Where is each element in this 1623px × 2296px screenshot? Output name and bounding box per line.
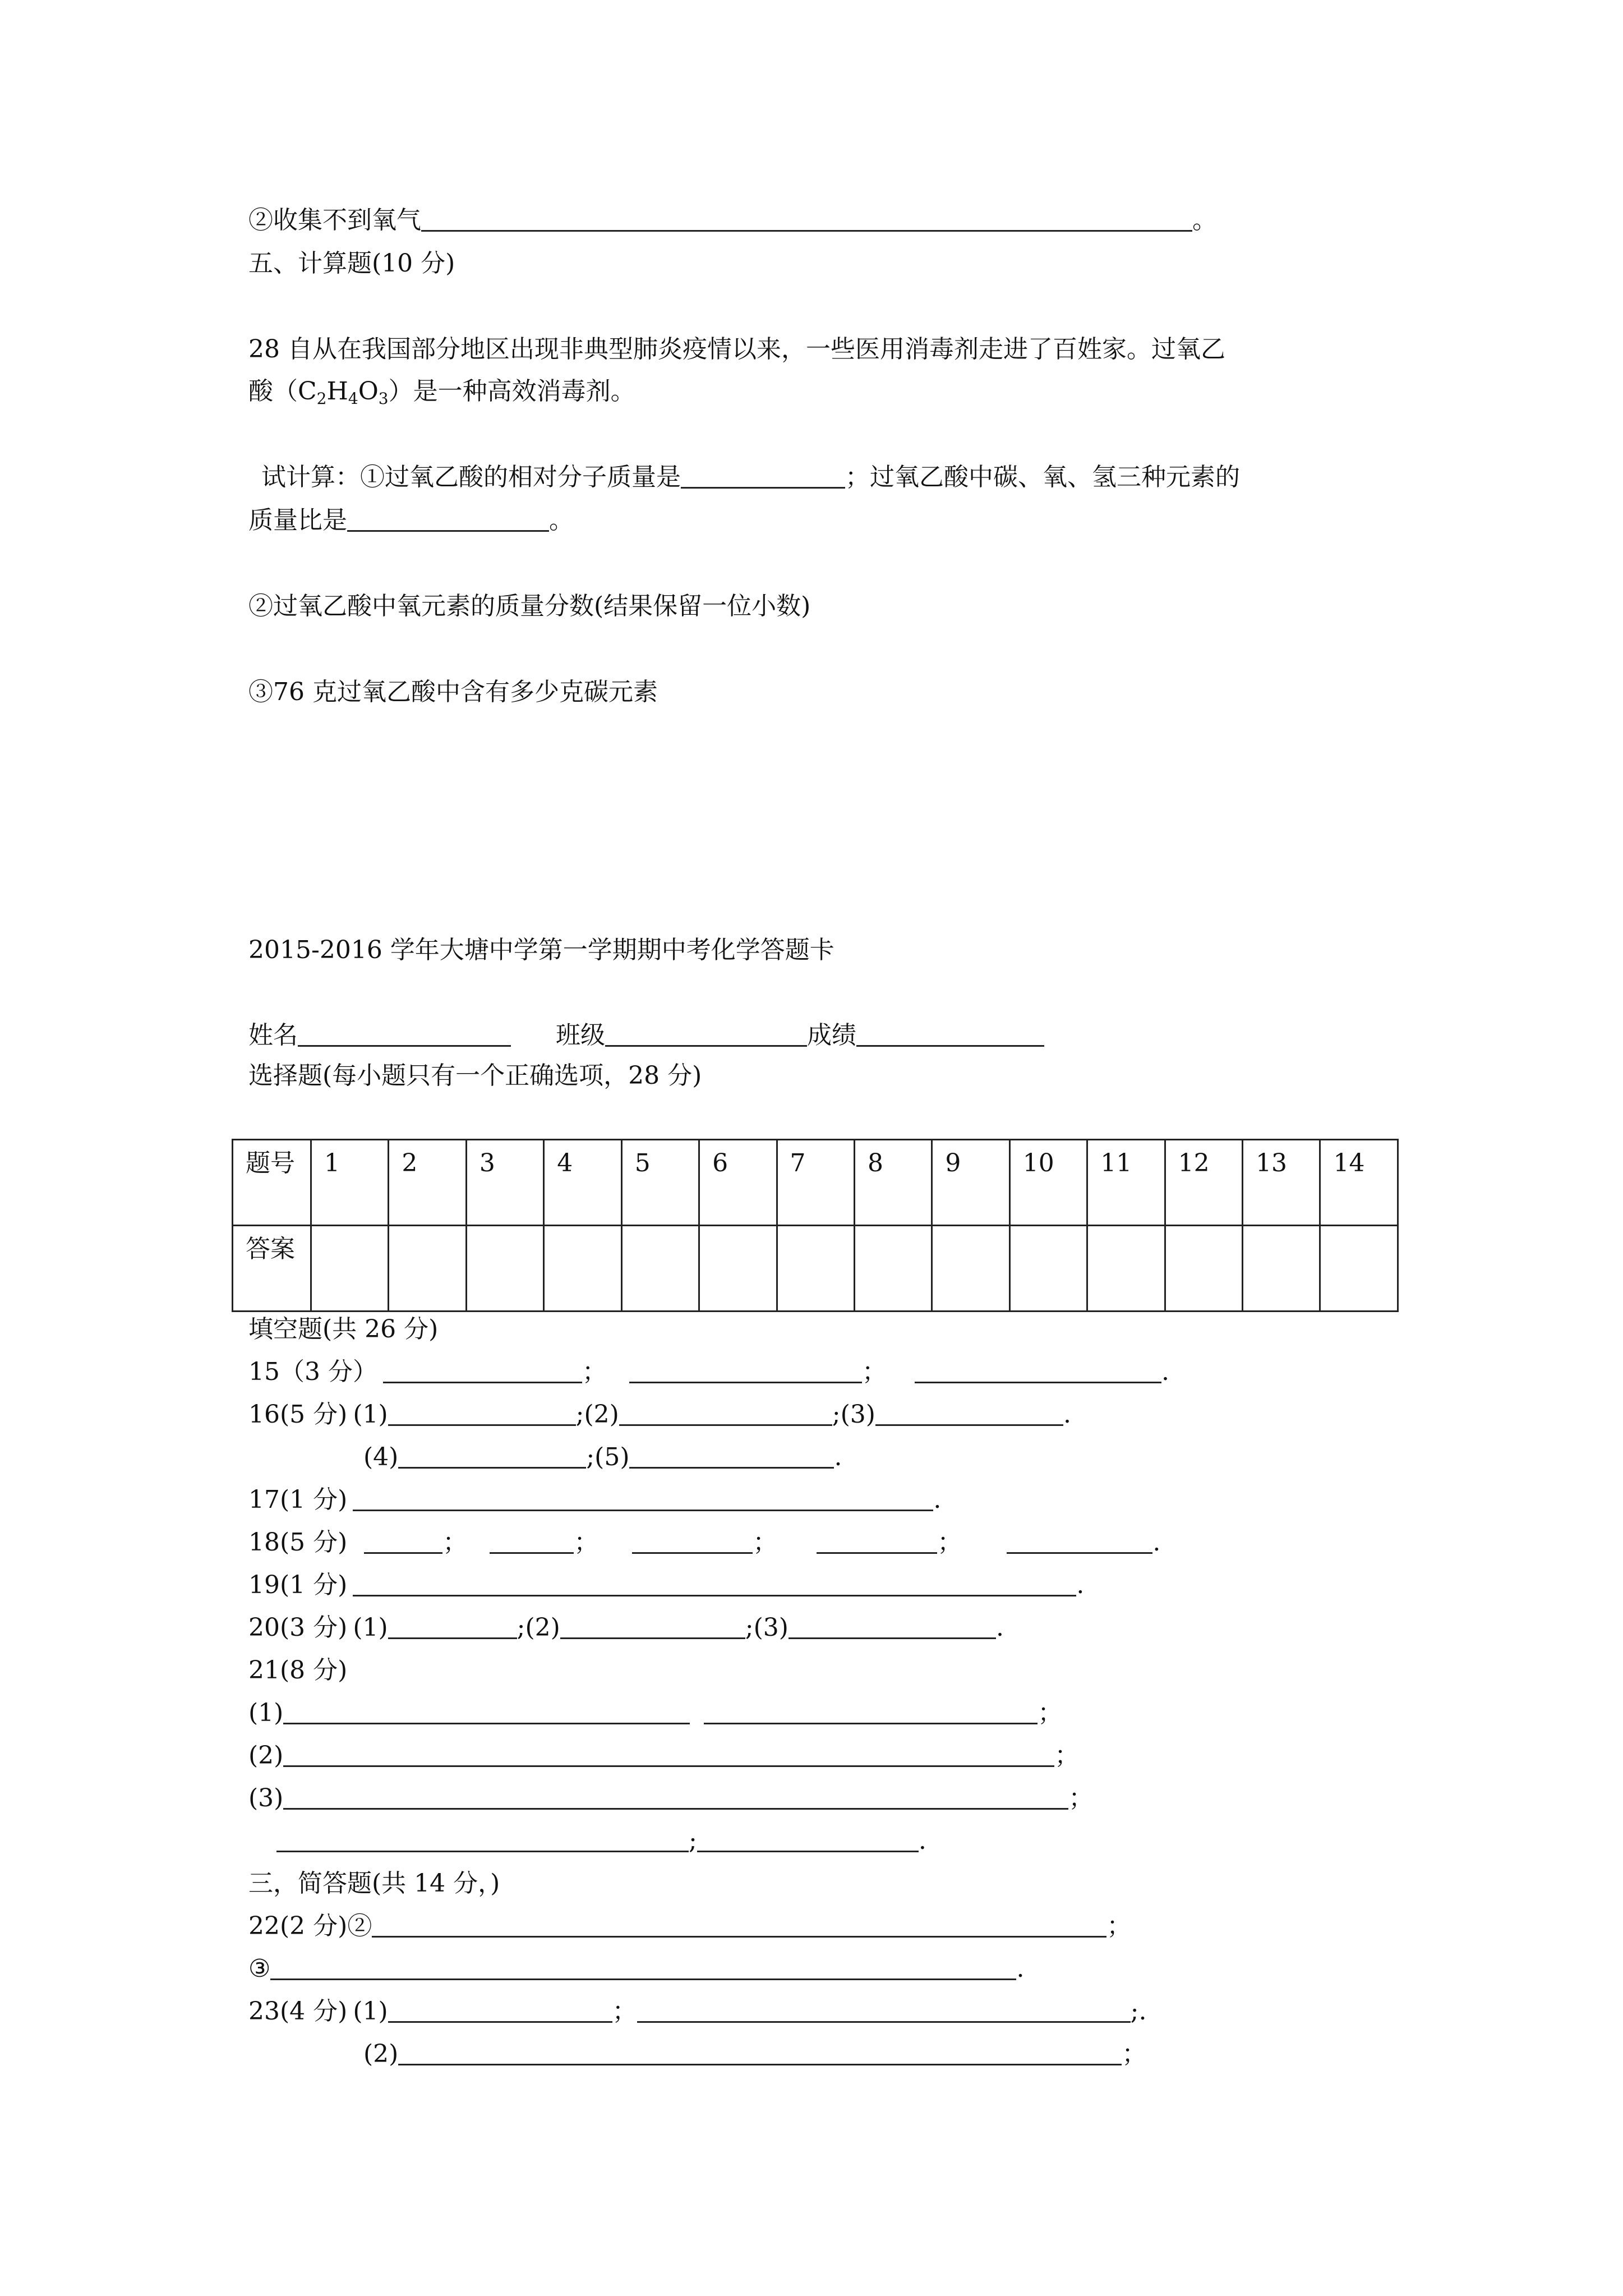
student-info-line: 姓名 班级 成绩 <box>248 1020 1044 1051</box>
question-number: 3 <box>466 1140 543 1226</box>
molecular-mass-blank[interactable] <box>681 462 845 489</box>
mc-answer-table <box>232 1139 1399 1312</box>
mc-title: 选择题(每小题只有一个正确选项，28 分) <box>248 1061 702 1090</box>
answer-blank[interactable] <box>388 1996 612 2023</box>
q21-title: 21(8 分) <box>248 1656 348 1685</box>
answer-blank[interactable] <box>276 1826 689 1852</box>
table-row-answers <box>233 1226 1398 1312</box>
question-number: 5 <box>621 1140 699 1226</box>
q23-line1: 23(4 分) (1) ； ;. <box>248 1997 1147 2026</box>
score-field[interactable] <box>856 1020 1044 1047</box>
answer-blank[interactable] <box>697 1826 919 1852</box>
class-field[interactable] <box>605 1020 807 1047</box>
answer-blank[interactable] <box>637 1996 1131 2023</box>
q28-ratio-line: 质量比是 。 <box>248 506 574 535</box>
answer-blank[interactable] <box>789 1613 996 1639</box>
answer-blank[interactable] <box>283 1783 1068 1810</box>
q23-line2: (2) ； <box>363 2040 1147 2068</box>
answer-blank[interactable] <box>353 1485 933 1511</box>
name-field[interactable] <box>298 1020 511 1047</box>
answer-blank[interactable] <box>421 205 1192 232</box>
q16-line1: 16(5 分) (1) ;(2) ;(3) . <box>248 1400 1071 1429</box>
question-number: 12 <box>1165 1140 1242 1226</box>
answer-blank[interactable] <box>629 1442 834 1469</box>
q22-line1: 22(2 分)② ； <box>248 1912 1132 1940</box>
q20-line: 20(3 分) (1) ;(2) ;(3) . <box>248 1613 1004 1642</box>
row-header-number: 题号 <box>233 1140 311 1226</box>
q15-line: 15（3 分） ； ； . <box>248 1358 1169 1386</box>
answer-cell[interactable] <box>1165 1226 1242 1312</box>
q21-line1: (1) ； <box>248 1699 1063 1727</box>
answer-blank[interactable] <box>388 1400 576 1426</box>
answer-blank[interactable] <box>560 1613 745 1639</box>
row-header-answer: 答案 <box>233 1226 311 1312</box>
q28-part2: ②过氧乙酸中氧元素的质量分数(结果保留一位小数) <box>248 592 811 620</box>
question-number: 14 <box>1320 1140 1398 1226</box>
answer-blank[interactable] <box>283 1698 690 1724</box>
question-number: 13 <box>1243 1140 1320 1226</box>
answer-blank[interactable] <box>875 1400 1063 1426</box>
answer-blank[interactable] <box>915 1357 1161 1383</box>
answer-blank[interactable] <box>283 1741 1054 1767</box>
answer-cell[interactable] <box>544 1226 621 1312</box>
question-number: 6 <box>699 1140 777 1226</box>
question-number: 10 <box>1009 1140 1087 1226</box>
q28-text-line1: 28 自从在我国部分地区出现非典型肺炎疫情以来，一些医用消毒剂走进了百姓家。过氧乙 <box>248 335 1225 364</box>
section5-title: 五、计算题(10 分) <box>248 249 455 278</box>
answer-blank[interactable] <box>817 1527 937 1554</box>
short-answer-title: 三，简答题(共 14 分，) <box>248 1869 500 1898</box>
answer-blank[interactable] <box>704 1698 1038 1724</box>
answer-cell[interactable] <box>932 1226 1009 1312</box>
answer-cell[interactable] <box>389 1226 466 1312</box>
q21-line4: ; . <box>276 1825 926 1857</box>
q28-calc-line: 试计算：①过氧乙酸的相对分子质量是 ；过氧乙酸中碳、氧、氢三种元素的 <box>261 463 1240 491</box>
answer-blank[interactable] <box>270 1954 1016 1980</box>
question-number: 9 <box>932 1140 1009 1226</box>
question-number: 8 <box>854 1140 932 1226</box>
answer-cell[interactable] <box>621 1226 699 1312</box>
answer-cell[interactable] <box>1009 1226 1087 1312</box>
question-number: 4 <box>544 1140 621 1226</box>
q21-line3: (3) ； <box>248 1784 1094 1812</box>
answer-blank[interactable] <box>398 1442 586 1469</box>
q28-text-line2: 酸$(C_2H_4O_3)$是一种高效消毒剂。 <box>248 377 635 408</box>
answer-blank[interactable] <box>388 1613 517 1639</box>
answer-blank[interactable] <box>629 1357 862 1383</box>
answer-blank[interactable] <box>632 1527 753 1554</box>
mass-ratio-blank[interactable] <box>347 505 549 532</box>
q21-line2: (2) ； <box>248 1741 1080 1770</box>
q27-line: ②收集不到氧气 。 <box>248 206 1217 234</box>
answer-blank[interactable] <box>490 1527 574 1554</box>
answer-blank[interactable] <box>619 1400 832 1426</box>
answer-blank[interactable] <box>383 1357 582 1383</box>
answer-blank[interactable] <box>353 1570 1076 1596</box>
answer-cell[interactable] <box>466 1226 543 1312</box>
question-number: 11 <box>1087 1140 1165 1226</box>
fill-title: 填空题(共 26 分) <box>248 1315 439 1343</box>
q22-line2: ③ . <box>248 1954 1025 1983</box>
question-number: 1 <box>311 1140 389 1226</box>
q19-line: 19(1 分) . <box>248 1571 1085 1599</box>
answer-cell[interactable] <box>311 1226 389 1312</box>
answer-cell[interactable] <box>1320 1226 1398 1312</box>
q17-line: 17(1 分) . <box>248 1485 942 1514</box>
q28-part3: ③76 克过氧乙酸中含有多少克碳元素 <box>248 678 658 706</box>
answer-cell[interactable] <box>777 1226 854 1312</box>
answer-blank[interactable] <box>364 1527 442 1554</box>
answer-cell[interactable] <box>1087 1226 1165 1312</box>
answer-blank[interactable] <box>1007 1527 1152 1554</box>
card-title: 2015-2016 学年大塘中学第一学期期中考化学答题卡 <box>248 936 834 964</box>
q18-line: 18(5 分) ； ； ； ； . <box>248 1528 1161 1557</box>
question-number: 2 <box>389 1140 466 1226</box>
q16-line2: (4) ;(5) . <box>363 1443 842 1471</box>
answer-blank[interactable] <box>372 1911 1106 1938</box>
table-row-numbers <box>233 1140 1398 1226</box>
question-number: 7 <box>777 1140 854 1226</box>
answer-blank[interactable] <box>398 2039 1122 2065</box>
answer-cell[interactable] <box>1243 1226 1320 1312</box>
answer-cell[interactable] <box>854 1226 932 1312</box>
answer-cell[interactable] <box>699 1226 777 1312</box>
